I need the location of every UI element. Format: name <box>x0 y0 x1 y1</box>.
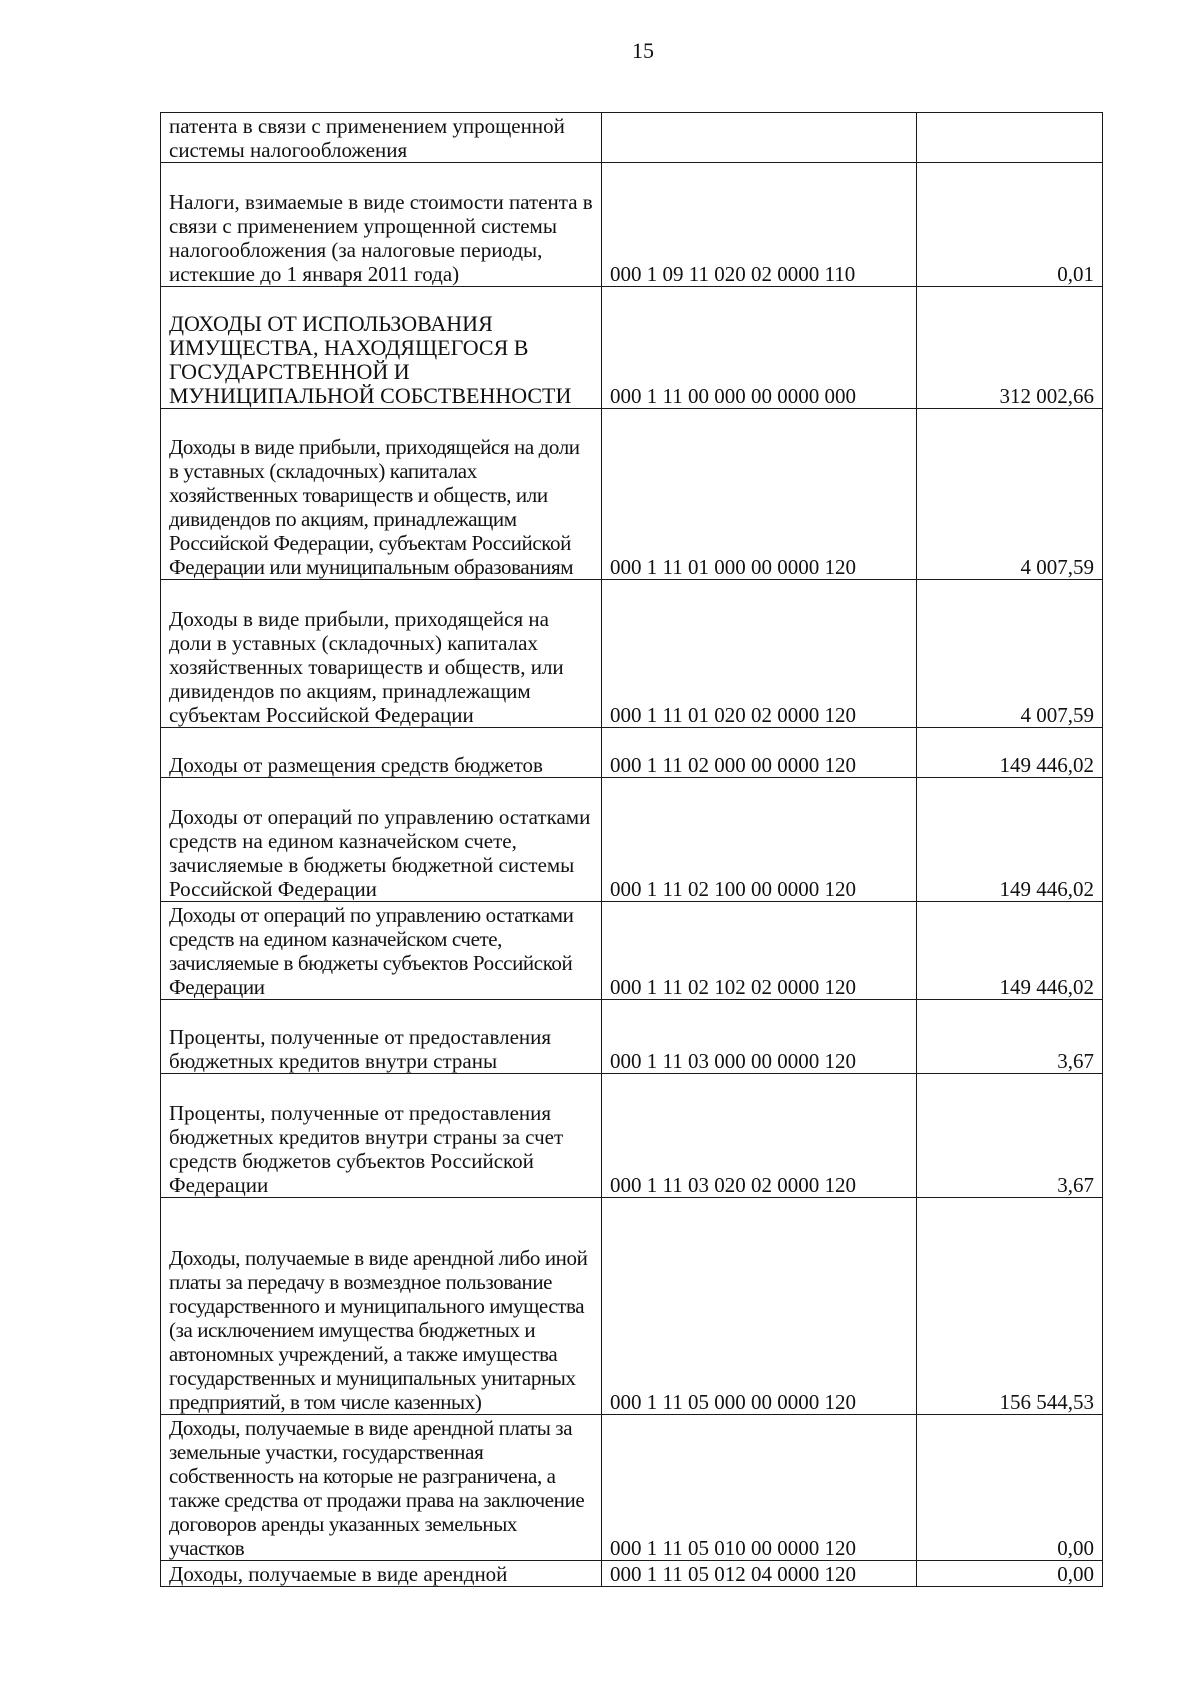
row-code: 000 1 11 03 020 02 0000 120 <box>602 1074 917 1198</box>
row-code: 000 1 11 01 020 02 0000 120 <box>602 580 917 728</box>
row-sum: 312 002,66 <box>917 287 1103 409</box>
row-sum: 3,67 <box>917 1074 1103 1198</box>
table-row <box>161 163 1103 287</box>
row-code: 000 1 11 05 010 00 0000 120 <box>602 1415 917 1561</box>
row-name: патента в связи с применением упрощенной системы налогообложения <box>161 113 602 163</box>
table-row <box>161 1415 1103 1561</box>
table-row <box>161 1074 1103 1198</box>
table-row <box>161 728 1103 778</box>
row-sum: 4 007,59 <box>917 409 1103 580</box>
row-sum <box>917 113 1103 163</box>
table-row <box>161 1000 1103 1074</box>
row-name: Доходы в виде прибыли, приходящейся на доли в уставных (складочных) капиталах хозяйственных товариществ и обществ, или дивидендов по акциям, принадлежащим субъектам Российской Федерации <box>161 580 602 728</box>
row-code: 000 1 11 02 000 00 0000 120 <box>602 728 917 778</box>
revenue-table <box>160 112 1103 1587</box>
row-name: Доходы от операций по управлению остатками средств на едином казначейском счете, зачисляемые в бюджеты субъектов Российской Федерации <box>161 902 602 1000</box>
row-name: Доходы в виде прибыли, приходящейся на доли в уставных (складочных) капиталах хозяйственных товариществ и обществ, или дивидендов по акциям, принадлежащим Российской Федерации, субъектам Российской Федерации или муниципальным образованиям <box>161 409 602 580</box>
table-row <box>161 778 1103 902</box>
table-row <box>161 113 1103 163</box>
table-row <box>161 1198 1103 1415</box>
table-row <box>161 409 1103 580</box>
row-sum: 3,67 <box>917 1000 1103 1074</box>
row-sum: 0,00 <box>917 1561 1103 1587</box>
row-code: 000 1 09 11 020 02 0000 110 <box>602 163 917 287</box>
row-sum: 156 544,53 <box>917 1198 1103 1415</box>
table-row <box>161 287 1103 409</box>
row-sum: 4 007,59 <box>917 580 1103 728</box>
row-name: Доходы от операций по управлению остатками средств на едином казначейском счете, зачисляемые в бюджеты бюджетной системы Российской Федерации <box>161 778 602 902</box>
row-sum: 0,00 <box>917 1415 1103 1561</box>
row-code: 000 1 11 02 102 02 0000 120 <box>602 902 917 1000</box>
row-name: Проценты, полученные от предоставления бюджетных кредитов внутри страны за счет средств бюджетов субъектов Российской Федерации <box>161 1074 602 1198</box>
section-heading: ДОХОДЫ ОТ ИСПОЛЬЗОВАНИЯ ИМУЩЕСТВА, НАХОДЯЩЕГОСЯ В ГОСУДАРСТВЕННОЙ И МУНИЦИПАЛЬНОЙ СОБСТВЕННОСТИ <box>161 287 602 409</box>
row-code: 000 1 11 03 000 00 0000 120 <box>602 1000 917 1074</box>
table-row <box>161 902 1103 1000</box>
row-sum: 149 446,02 <box>917 778 1103 902</box>
row-name: Доходы от размещения средств бюджетов <box>161 728 602 778</box>
row-code: 000 1 11 05 000 00 0000 120 <box>602 1198 917 1415</box>
row-name: Доходы, получаемые в виде арендной <box>161 1561 602 1587</box>
row-name: Доходы, получаемые в виде арендной платы за земельные участки, государственная собственность на которые не разграничена, а также средства от продажи права на заключение договоров аренды указанных земельных участков <box>161 1415 602 1561</box>
row-name: Доходы, получаемые в виде арендной либо иной платы за передачу в возмездное пользование государственного и муниципального имущества (за исключением имущества бюджетных и автономных учреждений, а также имущества государственных и муниципальных унитарных предприятий, в том числе казенных) <box>161 1198 602 1415</box>
row-code: 000 1 11 05 012 04 0000 120 <box>602 1561 917 1587</box>
row-code <box>602 113 917 163</box>
row-sum: 0,01 <box>917 163 1103 287</box>
table-row <box>161 1561 1103 1587</box>
table-row <box>161 580 1103 728</box>
row-name: Налоги, взимаемые в виде стоимости патента в связи с применением упрощенной системы налогообложения (за налоговые периоды, истекшие до 1 января 2011 года) <box>161 163 602 287</box>
row-code: 000 1 11 00 000 00 0000 000 <box>602 287 917 409</box>
row-code: 000 1 11 02 100 00 0000 120 <box>602 778 917 902</box>
page-number: 15 <box>632 38 654 63</box>
row-sum: 149 446,02 <box>917 902 1103 1000</box>
row-name: Проценты, полученные от предоставления бюджетных кредитов внутри страны <box>161 1000 602 1074</box>
row-code: 000 1 11 01 000 00 0000 120 <box>602 409 917 580</box>
row-sum: 149 446,02 <box>917 728 1103 778</box>
